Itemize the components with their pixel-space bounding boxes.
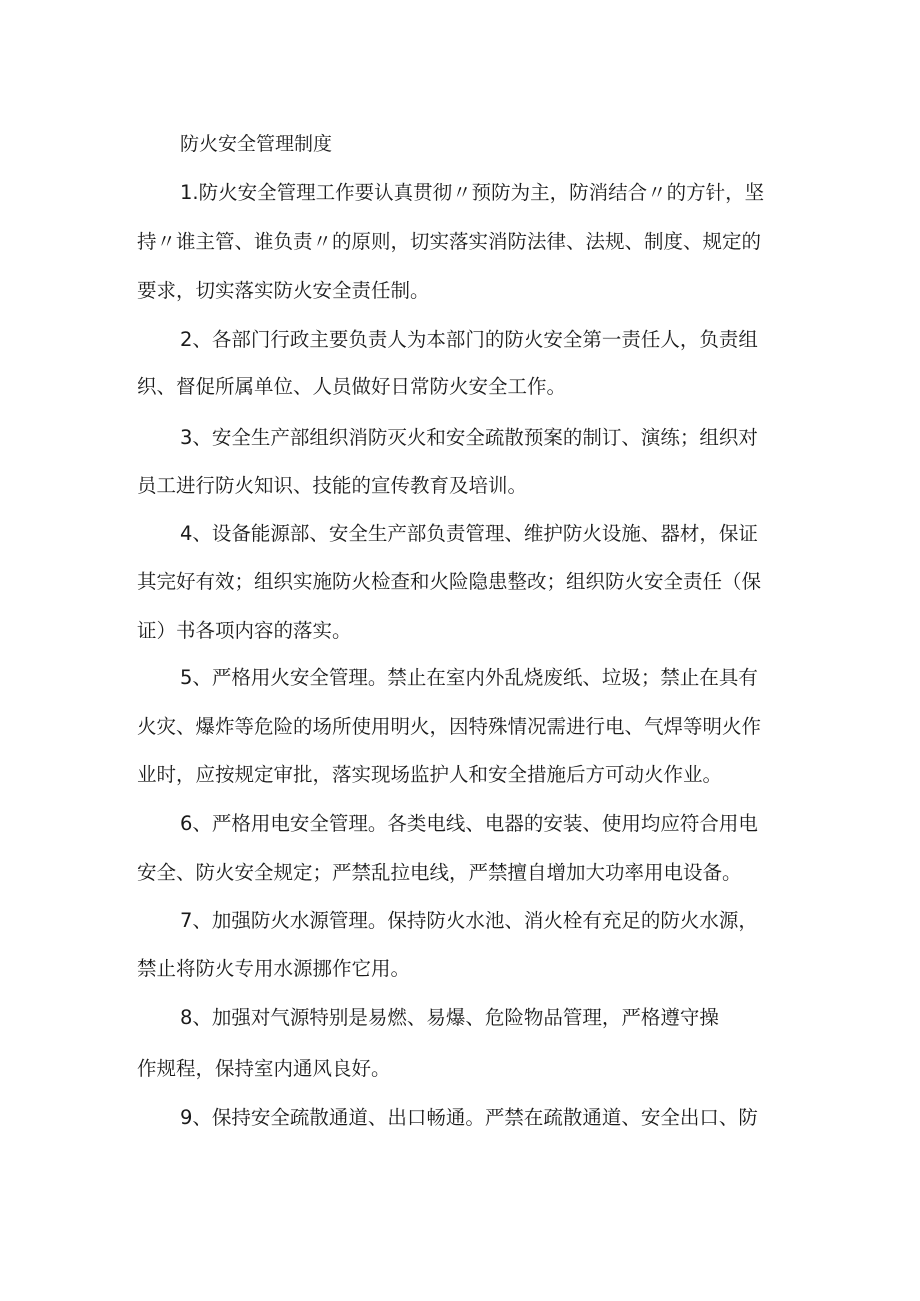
document-title: 防火安全管理制度: [180, 133, 333, 155]
paragraph-4-line-1: 4、设备能源部、安全生产部负责管理、维护防火设施、器材，保证: [180, 522, 758, 545]
paragraph-1-line-1: 1.防火安全管理工作要认真贯彻〃预防为主，防消结合〃的方针，坚: [180, 181, 765, 204]
paragraph-3-line-1: 3、安全生产部组织消防灭火和安全疏散预案的制订、演练；组织对: [180, 426, 758, 449]
paragraph-4-line-2: 其完好有效；组织实施防火检查和火险隐患整改；组织防火安全责任（保: [137, 570, 762, 593]
paragraph-1-line-2: 持〃谁主管、谁负责〃的原则，切实落实消防法律、法规、制度、规定的: [137, 230, 762, 253]
paragraph-3-line-2: 员工进行防火知识、技能的宣传教育及培训。: [137, 474, 528, 497]
paragraph-9-line-1: 9、保持安全疏散通道、出口畅通。严禁在疏散通道、安全出口、防: [180, 1106, 758, 1129]
paragraph-1-line-3: 要求，切实落实防火安全责任制。: [137, 279, 430, 302]
paragraph-8-line-1: 8、加强对气源特别是易燃、易爆、危险物品管理，严格遵守操: [180, 1006, 719, 1029]
paragraph-6-line-2: 安全、防火安全规定；严禁乱拉电线，严禁擅自增加大功率用电设备。: [137, 861, 742, 884]
paragraph-5-line-3: 业时，应按规定审批，落实现场监护人和安全措施后方可动火作业。: [137, 763, 723, 786]
paragraph-6-line-1: 6、严格用电安全管理。各类电线、电器的安装、使用均应符合用电: [180, 812, 758, 835]
paragraph-2-line-1: 2、各部门行政主要负责人为本部门的防火安全第一责任人，负责组: [180, 328, 758, 351]
paragraph-4-line-3: 证）书各项内容的落实。: [137, 619, 352, 642]
paragraph-7-line-1: 7、加强防火水源管理。保持防火水池、消火栓有充足的防火水源，: [180, 909, 758, 932]
paragraph-7-line-2: 禁止将防火专用水源挪作它用。: [137, 957, 411, 980]
paragraph-8-line-2: 作规程，保持室内通风良好。: [137, 1057, 391, 1080]
paragraph-5-line-1: 5、严格用火安全管理。禁止在室内外乱烧废纸、垃圾；禁止在具有: [180, 666, 758, 689]
paragraph-2-line-2: 织、督促所属单位、人员做好日常防火安全工作。: [137, 375, 567, 398]
paragraph-5-line-2: 火灾、爆炸等危险的场所使用明火，因特殊情况需进行电、气焊等明火作: [137, 715, 762, 738]
